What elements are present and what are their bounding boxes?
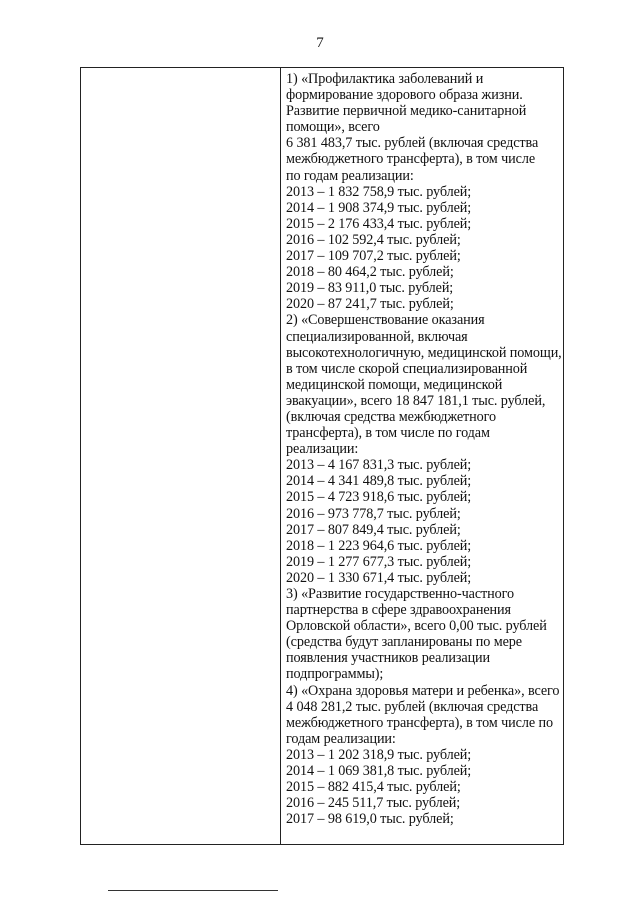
text-line: 4 048 281,2 тыс. рублей (включая средства: [286, 698, 539, 715]
text-line: 3) «Развитие государственно-частного: [286, 586, 514, 602]
text-line: 2015 – 2 176 433,4 тыс. рублей;: [286, 215, 472, 232]
text-line: 2015 – 4 723 918,6 тыс. рублей;: [286, 489, 472, 506]
text-line: 2018 – 80 464,2 тыс. рублей;: [286, 264, 454, 281]
text-line: 2013 – 1 832 758,9 тыс. рублей;: [286, 183, 472, 200]
text-line: 2017 – 98 619,0 тыс. рублей;: [286, 811, 454, 828]
text-line: медицинской помощи, медицинской: [286, 376, 503, 393]
text-line: специализированной, включая: [286, 328, 468, 345]
text-line: реализации:: [286, 441, 359, 458]
text-line: Орловской области», всего 0,00 тыс. рублей: [286, 618, 547, 635]
text-line: 2017 – 109 707,2 тыс. рублей;: [286, 248, 461, 265]
text-line: 2013 – 1 202 318,9 тыс. рублей;: [286, 746, 472, 763]
text-line: 2018 – 1 223 964,6 тыс. рублей;: [286, 537, 472, 554]
text-line: 2) «Совершенствование оказания: [286, 312, 485, 329]
text-line: годам реализации:: [286, 730, 396, 747]
text-line: формирование здорового образа жизни.: [286, 87, 523, 104]
text-line: 2014 – 4 341 489,8 тыс. рублей;: [286, 473, 472, 490]
text-line: по годам реализации:: [286, 167, 414, 184]
table-left-cell: [81, 68, 281, 844]
text-line: (средства будут запланированы по мере: [286, 634, 522, 651]
text-line: 2020 – 87 241,7 тыс. рублей;: [286, 296, 454, 313]
footnote-rule: [108, 890, 278, 891]
text-line: межбюджетного трансферта), в том числе по: [286, 714, 553, 731]
text-line: Развитие первичной медико-санитарной: [286, 103, 527, 120]
text-line: 2017 – 807 849,4 тыс. рублей;: [286, 521, 461, 538]
table-right-cell: [282, 71, 562, 827]
text-line: (включая средства межбюджетного: [286, 408, 496, 425]
text-line: 2020 – 1 330 671,4 тыс. рублей;: [286, 569, 472, 586]
funding-table: [80, 67, 564, 845]
text-line: высокотехнологичную, медицинской помощи,: [286, 344, 562, 361]
text-line: 1) «Профилактика заболеваний и: [286, 71, 484, 87]
text-line: трансферта), в том числе по годам: [286, 425, 490, 442]
text-line: 2015 – 882 415,4 тыс. рублей;: [286, 779, 461, 796]
text-line: 2016 – 245 511,7 тыс. рублей;: [286, 795, 461, 812]
text-line: 2014 – 1 908 374,9 тыс. рублей;: [286, 199, 472, 216]
text-line: 4) «Охрана здоровья матери и ребенка», всего: [286, 682, 560, 699]
text-line: 6 381 483,7 тыс. рублей (включая средства: [286, 135, 539, 152]
text-line: 2016 – 102 592,4 тыс. рублей;: [286, 231, 461, 248]
text-line: 2019 – 83 911,0 тыс. рублей;: [286, 280, 454, 297]
text-line: подпрограммы);: [286, 666, 384, 683]
text-line: 2016 – 973 778,7 тыс. рублей;: [286, 505, 461, 522]
text-line: в том числе скорой специализированной: [286, 360, 528, 377]
text-line: эвакуации», всего 18 847 181,1 тыс. рублей,: [286, 392, 546, 409]
text-line: 2019 – 1 277 677,3 тыс. рублей;: [286, 553, 472, 570]
text-line: 2013 – 4 167 831,3 тыс. рублей;: [286, 457, 472, 474]
text-line: помощи», всего: [286, 119, 380, 136]
text-line: 2014 – 1 069 381,8 тыс. рублей;: [286, 763, 472, 780]
text-line: партнерства в сфере здравоохранения: [286, 602, 511, 619]
page-number: 7: [316, 35, 324, 51]
text-line: появления участников реализации: [286, 650, 491, 667]
text-line: межбюджетного трансферта), в том числе: [286, 151, 536, 168]
